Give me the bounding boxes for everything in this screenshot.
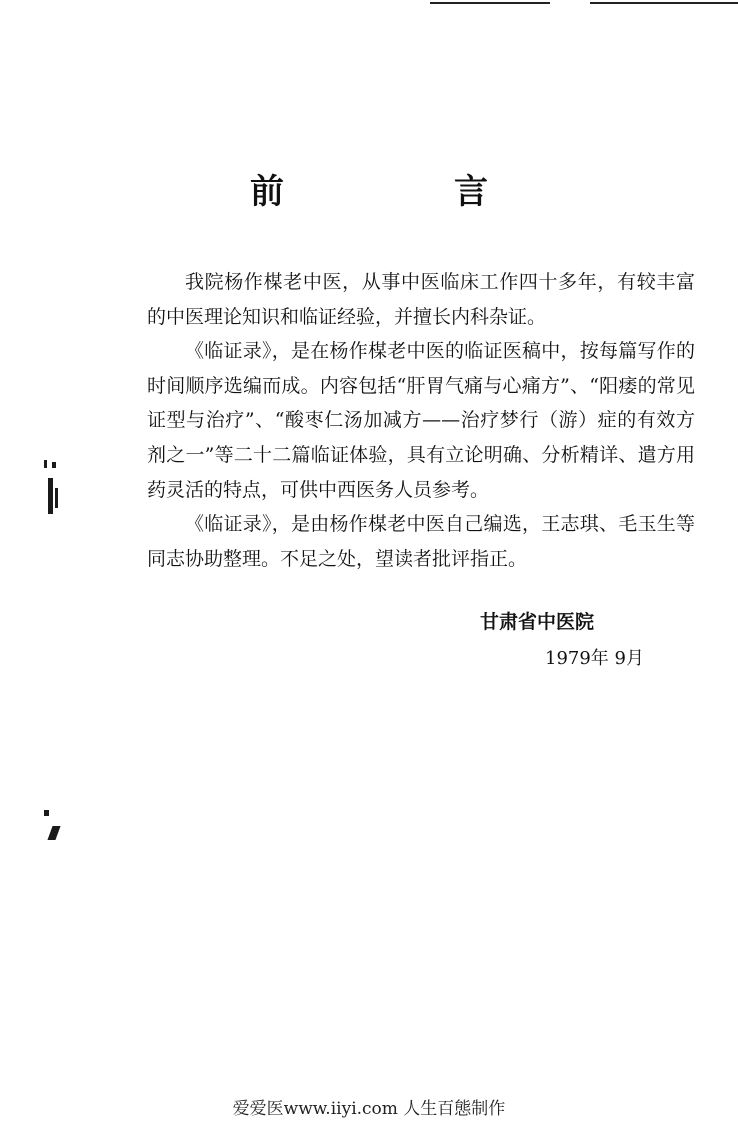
- preface-body: [147, 265, 695, 576]
- preface-paragraph: 《临证录》，是在杨作楳老中医的临证医稿中，按每篇写作的时间顺序选编而成。内容包括“肝胃气痛与心痛方”、“阳痿的常见证型与治疗”、“酸枣仁汤加减方——治疗梦行（游）症的有效方剂之一”等二十二篇临证体验，具有立论明确、分析精详、遣方用药灵活的特点，可供中西医务人员参考。: [147, 340, 695, 501]
- scan-top-rule: [430, 2, 738, 4]
- scan-artifact: [44, 460, 47, 468]
- scan-artifact: [52, 462, 56, 468]
- preface-paragraph: 《临证录》，是由杨作楳老中医自己编选，王志琪、毛玉生等同志协助整理。不足之处，望读者批评指正。: [147, 513, 695, 570]
- scan-artifact: [47, 826, 60, 840]
- signature-date: 1979年 9月: [545, 648, 644, 669]
- scan-artifact: [55, 488, 58, 508]
- page-title: 前 言: [250, 172, 556, 212]
- scan-artifact: [44, 810, 49, 816]
- scan-artifact: [48, 478, 53, 514]
- signature-organization: 甘肃省中医院: [480, 611, 595, 633]
- page-footer: 爱爱医www.iiyi.com 人生百態制作: [232, 1099, 506, 1119]
- preface-paragraph: 我院杨作楳老中医，从事中医临床工作四十多年，有较丰富的中医理论知识和临证经验，并擅长内科杂证。: [147, 271, 695, 328]
